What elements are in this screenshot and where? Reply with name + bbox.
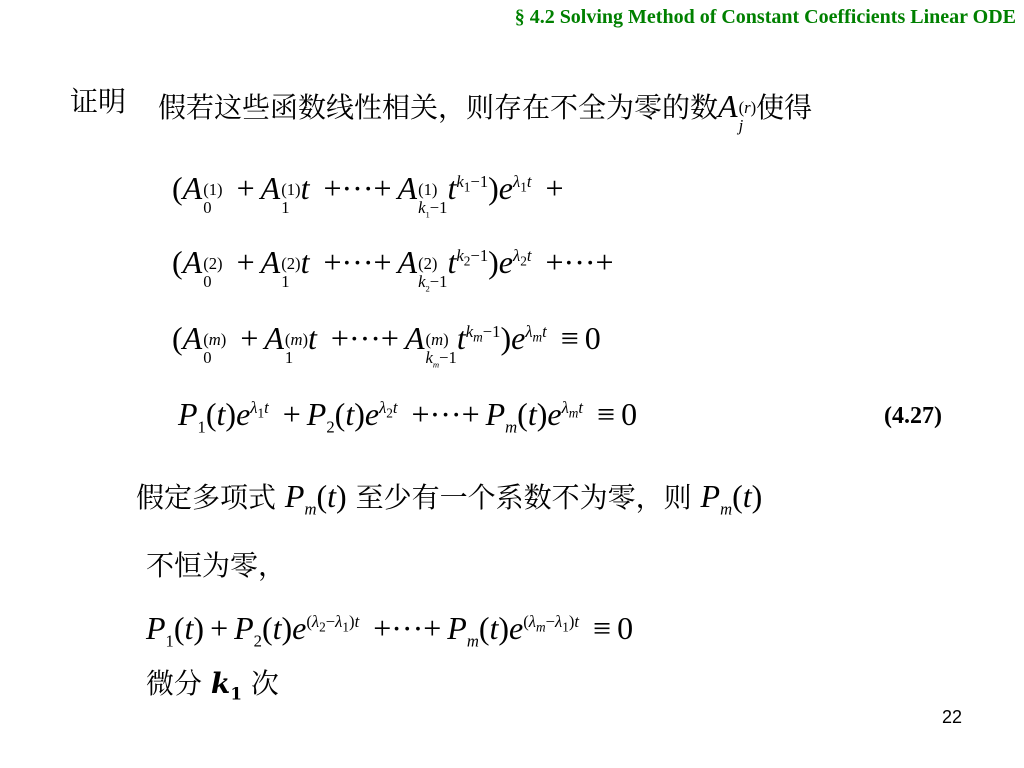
equation-label: (4.27) [884,403,942,429]
proof-text: 假若这些函数线性相关，则存在不全为零的数 [158,91,719,124]
paragraph-middle: 至少有一个系数不为零，则 [355,481,692,514]
paragraph-before: 假定多项式 [136,481,277,514]
proof-label: 证明 [70,85,127,118]
polynomial-pm: $P_m(t)$ [284,478,347,519]
proof-statement [158,90,812,135]
paragraph-polynomial [136,480,762,518]
derivative-note [146,667,279,704]
equation-4-27: $P_1(t)e^{\lambda_1t} + P_2(t)e^{\lambda_2t}$ +···+ $P_m(t)e^{\lambda_mt} \equiv 0$ [178,396,638,437]
proof-suffix: 使得 [756,91,813,124]
slide-header: § 4.2 Solving Method of Constant Coefficients Linear ODE [514,6,1016,28]
polynomial-pm-2: $P_m(t)$ [700,478,763,519]
page-number: 22 [941,707,962,727]
equation-line-1: (A (1) 0 + A (1) 1 t +···+ A (1) $k_1-1$ $t^{k_1-1})e^{\lambda_1t}$ + [172,170,564,220]
equation-shifted: $P_1(t) + P_2(t)e^{(\lambda_2-\lambda_1)t}$ +···+ $P_m(t)e^{(\lambda_m-\lambda_1)t} \equiv 0$ [146,610,634,651]
derivative-prefix: 微分 [146,667,203,700]
equation-line-3: (A (m) 0 + A (m) 1 t +···+ A (m) $k_m-1$ $t^{k_m-1})e^{\lambda_mt} \equiv 0$ [172,320,601,370]
derivative-var: k [210,667,231,700]
derivative-suffix: 次 [250,667,279,700]
derivative-sub: 1 [230,683,243,704]
coefficient-symbol: A (r) j [718,88,757,136]
paragraph-line2: 不恒为零， [146,549,287,582]
equation-line-2: (A (2) 0 + A (2) 1 t +···+ A (2) $k_2-1$ $t^{k_2-1})e^{\lambda_2t}$ +···+ [172,244,614,294]
